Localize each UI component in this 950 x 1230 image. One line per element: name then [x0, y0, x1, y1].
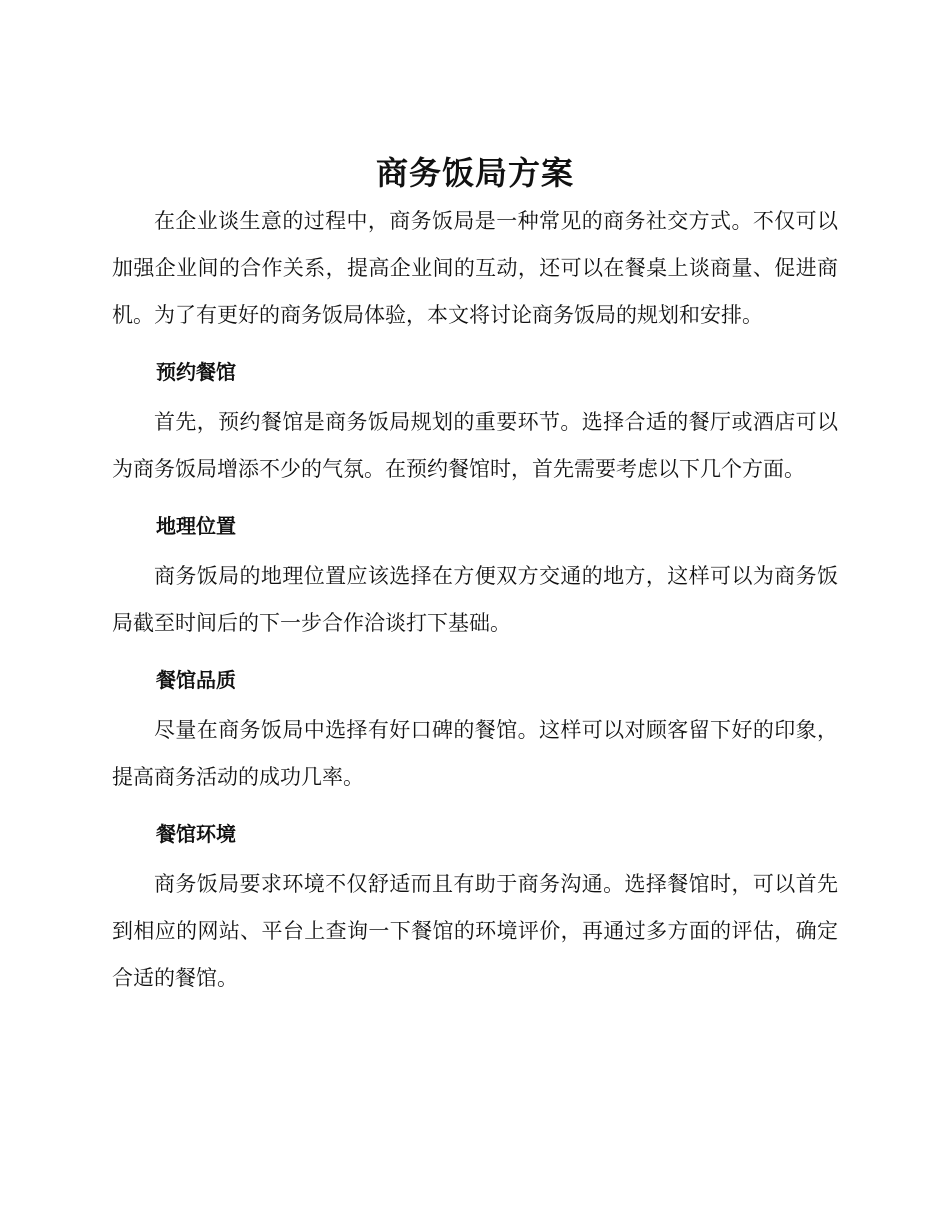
section-body-location: 商务饭局的地理位置应该选择在方便双方交通的地方，这样可以为商务饭局截至时间后的下一步合作洽谈打下基础。 — [112, 564, 838, 635]
section-environment — [112, 819, 838, 1002]
section-body-reservation: 首先，预约餐馆是商务饭局规划的重要环节。选择合适的餐厅或酒店可以为商务饭局增添不少的气氛。在预约餐馆时，首先需要考虑以下几个方面。 — [112, 410, 838, 481]
document-title: 商务饭局方案 — [375, 154, 574, 192]
section-reservation — [112, 357, 838, 493]
section-heading-reservation: 预约餐馆 — [156, 360, 236, 384]
section-body-environment: 商务饭局要求环境不仅舒适而且有助于商务沟通。选择餐馆时，可以首先到相应的网站、平台上查询一下餐馆的环境评价，再通过多方面的评估，确定合适的餐馆。 — [112, 872, 838, 990]
section-quality — [112, 665, 838, 801]
section-location — [112, 511, 838, 647]
section-heading-environment: 餐馆环境 — [156, 822, 236, 846]
section-body-quality: 尽量在商务饭局中选择有好口碑的餐馆。这样可以对顾客留下好的印象，提高商务活动的成功几率。 — [112, 718, 838, 789]
section-heading-quality: 餐馆品质 — [156, 668, 236, 692]
section-heading-location: 地理位置 — [156, 514, 236, 538]
document-page — [112, 150, 838, 1002]
intro-paragraph: 在企业谈生意的过程中，商务饭局是一种常见的商务社交方式。不仅可以加强企业间的合作关系，提高企业间的互动，还可以在餐桌上谈商量、促进商机。为了有更好的商务饭局体验，本文将讨论商务饭局的规划和安排。 — [112, 209, 838, 327]
